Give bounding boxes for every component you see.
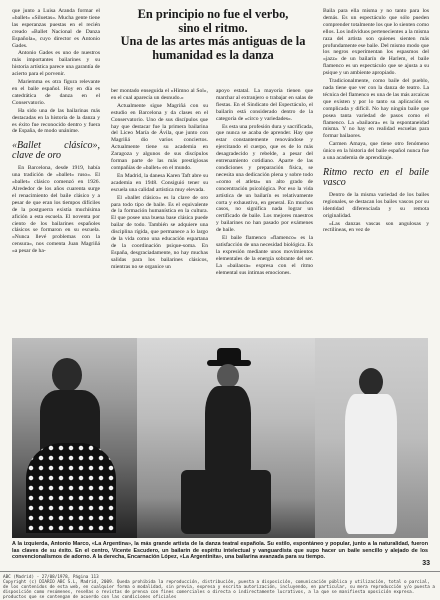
section-subhead: «Ballet clásico», clave de oro (12, 140, 100, 162)
paragraph: El baile flamenco «flamenco» es la satisfacción de una necesidad biológica. Es la expresión mediante unos movimientos elementales de la energía sobrante del ser. La «bailaora» expresa con el ritmo elemental sus íntimas emociones. (216, 235, 313, 276)
photo-caption: A la izquierda, Antonio Marco, «La Argentina», la más grande artista de la danza teatral española. Su estilo, espontáneo y popular, junto a la naturalidad, fueron las claves de su éxito. En el centro, Vicente Escudero, un bailarín de espíritu intelectual y vanguardista que supo hacer un baile sencillo y alejado de los convencionalismos de adorno. A la derecha, Encarnación López, «La Argentinita», una bailarina avanzada para su tiempo. (12, 541, 428, 561)
copyright-line-2: productos que se contengan de acuerdo con las condiciones oficiales (3, 595, 177, 600)
headline (108, 8, 318, 62)
copyright-line: Copyright (c) DIARIO ABC S.L, Madrid, 2009. Queda prohibida la reproducción, distribución, puesta a disposición, comunicación pública y utilización, total o parcial, de los contenidos de esta web, en cualquier forma o modalidad, sin previa, expresa y escrita autorización, incluyendo, en particular, su mera reproducción y/o puesta a disposición como resúmenes, reseñas o revistas de prensa con fines comerciales o directa o indirectamente lucrativos, a la que se manifiesta oposición expresa. (3, 580, 436, 596)
paragraph: Antonio Gades es uno de nuestros más importantes bailarines y su historia artística parece una garantía de acierto para el porvenir. (12, 50, 100, 78)
headline-line-1: En principio no fue el verbo, (137, 7, 289, 21)
photo-la-argentinita (315, 338, 428, 538)
paragraph: Tradicionalmente, como baile del pueblo, nada tiene que ver con la danza de teatro. La técnica del flamenco es una de las más arcaicas que existen y por lo tanto su aplicación es complicada y difícil. No hay ningún baile que posea tanta variedad de pasos como el flamenco. La «bailaora» es la espontaneidad misma. Y no hay en realidad escuelas para formar bailaores. (323, 78, 429, 140)
article-column-4 (323, 8, 429, 235)
headline-line-2: sino el ritmo. (178, 20, 248, 35)
paragraph: Es esta una profesión dura y sacrificada, que nunca se acaba de aprender. Hay que estar constantemente renovándose y ejercitando el cuerpo, que es de lo más desagradecido y rebelde, a pesar del entrenamiento cotidiano. Aparte de las condiciones y preparación física, se necesita una dedicación plena y sobre todo «como el atleta» un alto grado de concentración psicológica. Por eso la vida artística de un bailarín es relativamente corta y exhaustiva, en general. En muchos casos, no significa nada lograr un certificado de baile. Los mejores maestros y bailarines no han pasado por exámenes de baile. (216, 123, 313, 234)
photo-la-argentina (12, 338, 137, 538)
paragraph: Mariemma es otra figura relevante en el baile español. Hoy en día es catedrática de danza en el Conservatorio. (12, 79, 100, 106)
page-number: 33 (422, 560, 430, 567)
article-column-3 (216, 88, 313, 277)
paragraph: El «ballet clásico» es la clave de oro para todo tipo de baile. Es el equivalente de la formación humanística en la cultura. El que posee una buena base clásica puede bailar de todo. También se adquiere una disciplina rígida, que permanece a lo largo de la vida como una educación espartana de la coordinación psique-soma. En España, desgraciadamente, no hay muchas salidas para los bailarines clásicos, mientras no se organice un (111, 194, 208, 270)
copyright-footer (3, 575, 437, 600)
paragraph: Baila para ella misma y no tanto para los demás. Es un espectáculo que sólo pueden comprender totalmente los que lo sienten como ellos. Los individuos pertenecientes a la misma raza del artista son quienes sienten más profundamente ese baile. Del mismo modo que los negros experimentan los espasmos del «jazz» de un bailarín de Harlem, el baile flamenco es un espectáculo que se ajusta a su psique y un ambiente apropiado. (323, 8, 429, 77)
paragraph: «Las danzas vascas son angulosas y rectilíneas, en vez de (323, 220, 429, 234)
headline-line-4: humanidad es la danza (152, 47, 274, 62)
photo-vicente-escudero (137, 338, 315, 538)
section-subhead: Ritmo recto en el baile vasco (323, 166, 429, 188)
divider (0, 571, 440, 572)
paragraph: En Barcelona, desde 1919, había una tradición de «ballet» ruso». El «ballet» clásico comenzó en 1926. Alrededor de los años cuarenta surge el renacimiento del baile clásico y a pesar de que eran los tiempos difíciles de la postguerra existía muchísima afición a esta escuela. El noventa por ciento de los bailarines españoles clásicos se formaron en su escuela. «Nunca llevé problemas con la censura», nos comenta Juan Magriñá «a pesar de ha- (12, 165, 100, 255)
headline-line-3: Una de las artes más antiguas de la (120, 34, 306, 48)
paragraph: Actualmente sigue Magriñá con su estudio en Barcelona y da clases en el Conservatorio. Uno de sus discípulos que hay que destacar fue la primera bailarina del Liceo María de Ávila, que junto con Magriñá dio varios conciertos. Actualmente tiene su academia en Zaragoza y algunos de sus discípulos forman parte de las más prestigiosas compañías de «ballet» en el mundo. (111, 102, 208, 171)
article-column-2 (111, 88, 208, 272)
paragraph: En Madrid, la danesa Karen Taft abre su academia en 1948. Consiguió tener su escuela una calidad artística muy elevada. (111, 172, 208, 193)
paragraph: Ha sido una de las bailarinas más destacadas en la historia de la danza y es éxito fue reconocido dentro y fuera de España, de modo unánime. (12, 107, 100, 135)
photo-strip (12, 338, 428, 538)
paragraph: que junto a Luisa Aranda formar el «ballet» «Siluetas». Mucha gente tiene las esperanzas puestas en el recién creado «Ballet Nacional de Danza Española», cuyo director es Antonio Gades. (12, 8, 100, 49)
source-line: ABC (Madrid) - 27/08/1978, Página 113 (3, 575, 99, 580)
paragraph: Dentro de la misma variedad de los bailes regionales, se destacan los bailes vascos por su identidad diferenciada y su remota originalidad. (323, 191, 429, 219)
paragraph: Carmen Amaya, que tiene otro fenómeno único en la historia del baile español nunca fue a una academia de aprendizaje. (323, 141, 429, 162)
paragraph: ber montado enseguida el «Himno al Sol», en el cual aparecía un desnudo.» (111, 88, 208, 101)
paragraph: apoyo estatal. La mayoría tienen que marchar al extranjero o trabajar en salas de fiestas. En el Sindicato del Espectáculo, el bailarín está considerado dentro de la categoría de «circo y variedades». (216, 88, 313, 122)
article-column-1 (12, 8, 100, 256)
